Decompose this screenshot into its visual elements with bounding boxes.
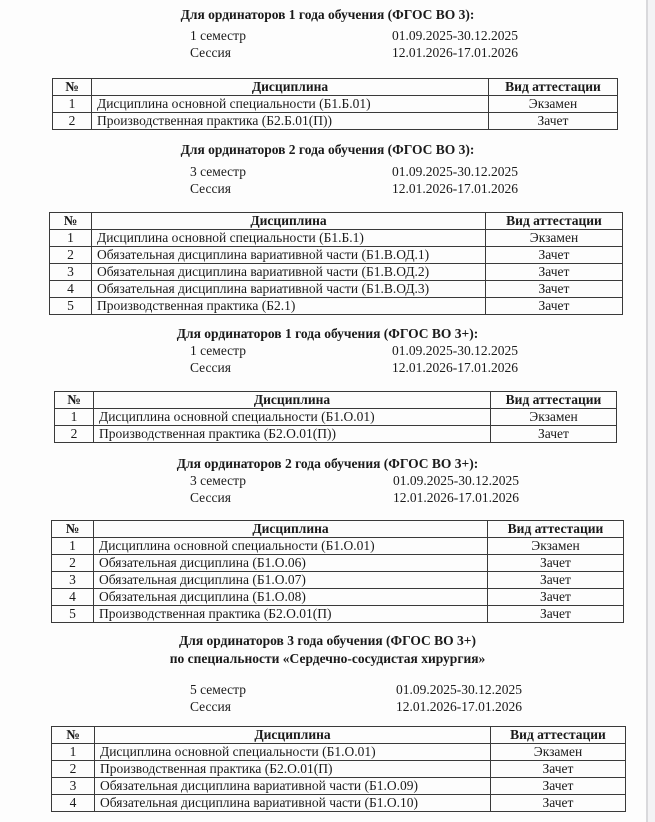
section-2-session-dates: 12.01.2026-17.01.2026 [392, 181, 518, 196]
row-attestation: Зачет [491, 778, 626, 795]
table-row [50, 230, 623, 247]
header-discipline: Дисциплина [92, 213, 486, 230]
row-number: 3 [52, 572, 94, 589]
section-4-semester-dates: 01.09.2025-30.12.2025 [393, 473, 519, 488]
row-discipline: Производственная практика (Б2.О.01(П) [94, 606, 488, 623]
header-discipline: Дисциплина [95, 727, 491, 744]
row-number: 1 [55, 409, 94, 426]
row-attestation: Экзамен [488, 538, 624, 555]
table-row [52, 795, 626, 812]
row-attestation: Зачет [486, 264, 623, 281]
table-header-row [52, 727, 626, 744]
section-4-session-label: Сессия [190, 490, 231, 505]
section-1-semester-dates: 01.09.2025-30.12.2025 [392, 28, 518, 43]
table-row [50, 264, 623, 281]
row-discipline: Обязательная дисциплина вариативной части (Б1.О.09) [95, 778, 491, 795]
table-row [52, 606, 624, 623]
section-1-session-dates: 12.01.2026-17.01.2026 [392, 45, 518, 60]
row-number: 3 [52, 778, 95, 795]
row-number: 4 [52, 589, 94, 606]
section-5-session-dates: 12.01.2026-17.01.2026 [396, 699, 522, 714]
row-discipline: Обязательная дисциплина вариативной части (Б1.В.ОД.2) [92, 264, 486, 281]
section-5-semester-label: 5 семестр [190, 682, 246, 697]
section-1-title: Для ординаторов 1 года обучения (ФГОС ВО 3): [180, 7, 475, 22]
header-number: № [50, 213, 92, 230]
row-number: 1 [52, 744, 95, 761]
row-attestation: Экзамен [491, 744, 626, 761]
row-discipline: Дисциплина основной специальности (Б1.О.01) [94, 538, 488, 555]
row-discipline: Обязательная дисциплина вариативной части (Б1.В.ОД.1) [92, 247, 486, 264]
row-discipline: Дисциплина основной специальности (Б1.Б.1) [92, 230, 486, 247]
table-row [53, 96, 618, 113]
section-4-table [51, 520, 624, 623]
section-2-title: Для ординаторов 2 года обучения (ФГОС ВО 3): [180, 142, 475, 157]
header-discipline: Дисциплина [92, 79, 489, 96]
row-number: 2 [53, 113, 92, 130]
section-5-subtitle: по специальности «Сердечно-сосудистая хирургия» [169, 651, 486, 666]
row-discipline: Обязательная дисциплина вариативной части (Б1.В.ОД.3) [92, 281, 486, 298]
row-attestation: Зачет [486, 281, 623, 298]
row-number: 4 [50, 281, 92, 298]
row-number: 1 [50, 230, 92, 247]
scan-edge-shade [648, 0, 655, 822]
row-number: 2 [50, 247, 92, 264]
row-attestation: Зачет [489, 113, 618, 130]
row-attestation: Зачет [491, 761, 626, 778]
row-attestation: Зачет [486, 247, 623, 264]
row-attestation: Зачет [491, 795, 626, 812]
section-5-title: Для ординаторов 3 года обучения (ФГОС ВО 3+) [179, 633, 476, 648]
row-attestation: Экзамен [486, 230, 623, 247]
section-2-session-label: Сессия [190, 181, 231, 196]
section-4-title: Для ординаторов 2 года обучения (ФГОС ВО 3+): [176, 456, 479, 471]
section-3-title: Для ординаторов 1 года обучения (ФГОС ВО 3+): [176, 326, 479, 341]
row-attestation: Зачет [491, 426, 617, 443]
section-3-table [54, 391, 617, 443]
row-discipline: Дисциплина основной специальности (Б1.О.01) [94, 409, 491, 426]
header-attestation: Вид аттестации [491, 727, 626, 744]
table-row [52, 589, 624, 606]
row-number: 5 [52, 606, 94, 623]
header-attestation: Вид аттестации [488, 521, 624, 538]
section-4-session-dates: 12.01.2026-17.01.2026 [393, 490, 519, 505]
section-3-semester-dates: 01.09.2025-30.12.2025 [392, 343, 518, 358]
row-attestation: Экзамен [489, 96, 618, 113]
section-5-session-label: Сессия [190, 699, 231, 714]
row-number: 1 [53, 96, 92, 113]
row-number: 2 [55, 426, 94, 443]
row-discipline: Производственная практика (Б2.Б.01(П)) [92, 113, 489, 130]
header-discipline: Дисциплина [94, 392, 491, 409]
table-row [50, 298, 623, 315]
row-attestation: Зачет [488, 555, 624, 572]
section-3-session-dates: 12.01.2026-17.01.2026 [392, 360, 518, 375]
section-1-semester-label: 1 семестр [190, 28, 246, 43]
header-attestation: Вид аттестации [489, 79, 618, 96]
table-row [52, 572, 624, 589]
section-1-session-label: Сессия [190, 45, 231, 60]
row-attestation: Экзамен [491, 409, 617, 426]
section-2-semester-dates: 01.09.2025-30.12.2025 [392, 164, 518, 179]
table-row [52, 744, 626, 761]
row-discipline: Дисциплина основной специальности (Б1.О.01) [95, 744, 491, 761]
row-discipline: Производственная практика (Б2.О.01(П)) [94, 426, 491, 443]
section-3-semester-label: 1 семестр [190, 343, 246, 358]
row-discipline: Дисциплина основной специальности (Б1.Б.01) [92, 96, 489, 113]
row-number: 2 [52, 555, 94, 572]
row-discipline: Производственная практика (Б2.О.01(П) [95, 761, 491, 778]
table-row [52, 555, 624, 572]
table-row [52, 778, 626, 795]
section-3-session-label: Сессия [190, 360, 231, 375]
section-4-semester-label: 3 семестр [190, 473, 246, 488]
header-attestation: Вид аттестации [486, 213, 623, 230]
table-row [50, 281, 623, 298]
row-number: 1 [52, 538, 94, 555]
row-attestation: Зачет [488, 572, 624, 589]
table-header-row [53, 79, 618, 96]
row-attestation: Зачет [486, 298, 623, 315]
row-discipline: Обязательная дисциплина (Б1.О.07) [94, 572, 488, 589]
row-number: 4 [52, 795, 95, 812]
table-row [50, 247, 623, 264]
row-number: 2 [52, 761, 95, 778]
row-discipline: Обязательная дисциплина (Б1.О.06) [94, 555, 488, 572]
row-attestation: Зачет [488, 589, 624, 606]
section-2-semester-label: 3 семестр [190, 164, 246, 179]
section-1-table [52, 78, 618, 130]
row-attestation: Зачет [488, 606, 624, 623]
row-number: 3 [50, 264, 92, 281]
header-number: № [52, 727, 95, 744]
section-5-table [51, 726, 626, 812]
table-row [52, 538, 624, 555]
header-number: № [53, 79, 92, 96]
table-row [52, 761, 626, 778]
row-discipline: Производственная практика (Б2.1) [92, 298, 486, 315]
table-header-row [55, 392, 617, 409]
row-number: 5 [50, 298, 92, 315]
header-number: № [52, 521, 94, 538]
table-header-row [52, 521, 624, 538]
table-row [53, 113, 618, 130]
table-header-row [50, 213, 623, 230]
header-attestation: Вид аттестации [491, 392, 617, 409]
header-number: № [55, 392, 94, 409]
row-discipline: Обязательная дисциплина (Б1.О.08) [94, 589, 488, 606]
section-5-semester-dates: 01.09.2025-30.12.2025 [396, 682, 522, 697]
header-discipline: Дисциплина [94, 521, 488, 538]
section-2-table [49, 212, 623, 315]
table-row [55, 426, 617, 443]
table-row [55, 409, 617, 426]
row-discipline: Обязательная дисциплина вариативной части (Б1.О.10) [95, 795, 491, 812]
